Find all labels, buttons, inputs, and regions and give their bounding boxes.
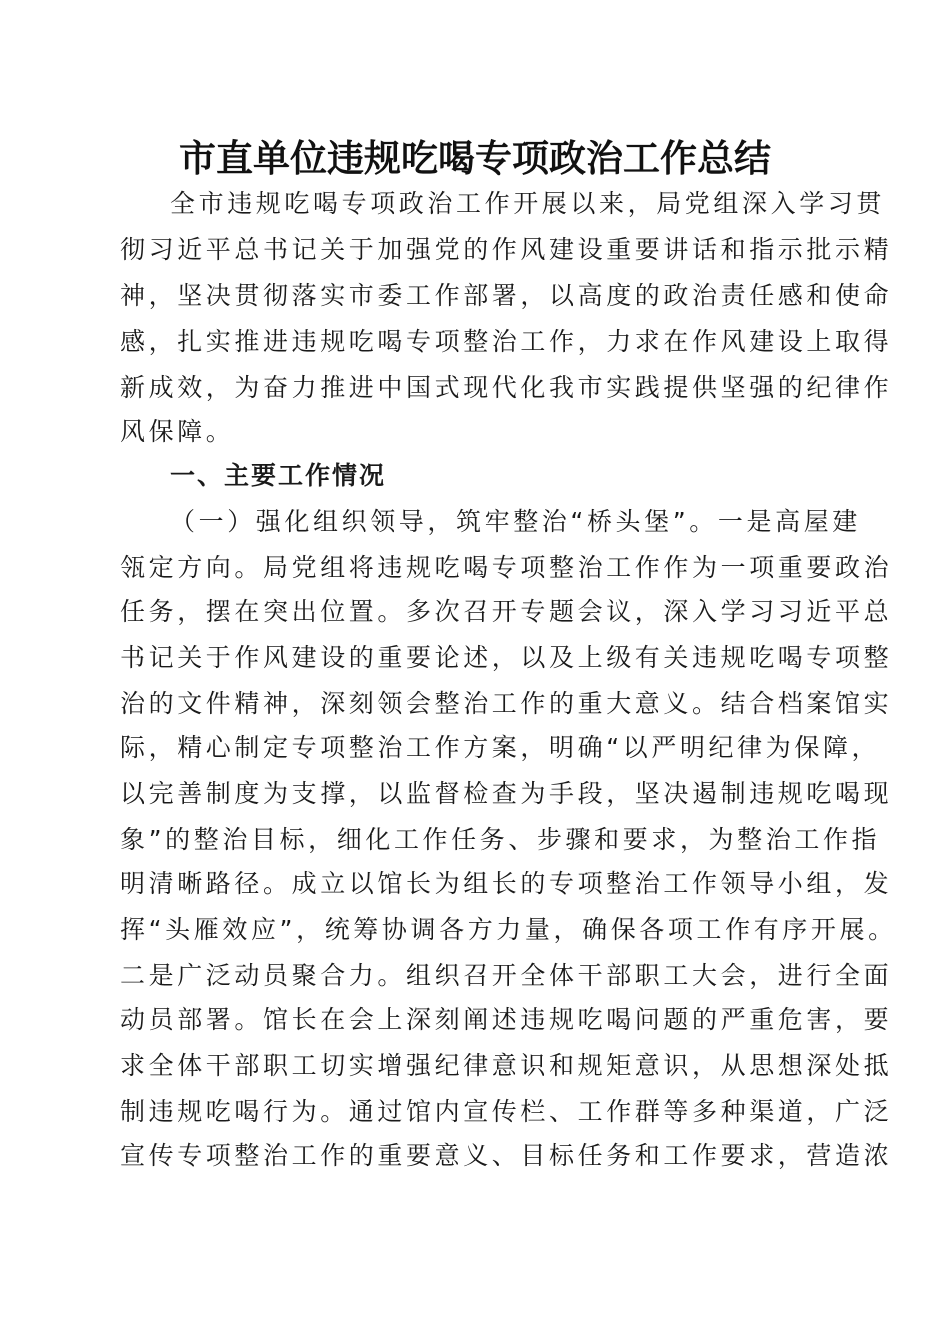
paragraph-line: 任务，摆在突出位置。多次召开专题会议，深入学习习近平总 [120, 597, 893, 626]
paragraph-line: 风保障。 [120, 417, 235, 446]
paragraph-line: 际，精心制定专项整治工作方案，明确“以严明纪律为保障， [120, 733, 881, 762]
paragraph-line: 求全体干部职工切实增强纪律意识和规矩意识，从思想深处抵 [120, 1051, 893, 1080]
paragraph-line: 治的文件精神，深刻领会整治工作的重大意义。结合档案馆实 [120, 689, 893, 718]
section-heading: 一、主要工作情况 [170, 461, 387, 490]
paragraph-line: 二是广泛动员聚合力。组织召开全体干部职工大会，进行全面 [120, 961, 893, 990]
paragraph-line: 宣传专项整治工作的重要意义、目标任务和工作要求，营造浓 [120, 1141, 893, 1170]
paragraph-line: （一）强化组织领导，筑牢整治“桥头堡”。一是高屋建 [170, 507, 861, 536]
paragraph-line: 以完善制度为支撑，以监督检查为手段，坚决遏制违规吃喝现 [120, 779, 893, 808]
paragraph-line: 新成效，为奋力推进中国式现代化我市实践提供坚强的纪律作 [120, 373, 893, 402]
paragraph-line: 象”的整治目标，细化工作任务、步骤和要求，为整治工作指 [120, 825, 881, 854]
paragraph-line: 彻习近平总书记关于加强党的作风建设重要讲话和指示批示精 [120, 235, 893, 264]
paragraph-line: 神，坚决贯彻落实市委工作部署，以高度的政治责任感和使命 [120, 281, 893, 310]
paragraph-line: 感，扎实推进违规吃喝专项整治工作，力求在作风建设上取得 [120, 327, 893, 356]
paragraph-line: 明清晰路径。成立以馆长为组长的专项整治工作领导小组，发 [120, 869, 893, 898]
document-title: 市直单位违规吃喝专项政治工作总结 [179, 136, 771, 180]
paragraph-line: 动员部署。馆长在会上深刻阐述违规吃喝问题的严重危害，要 [120, 1005, 893, 1034]
paragraph-line: 制违规吃喝行为。通过馆内宣传栏、工作群等多种渠道，广泛 [120, 1097, 893, 1126]
paragraph-line: 书记关于作风建设的重要论述，以及上级有关违规吃喝专项整 [120, 643, 893, 672]
paragraph-line: 全市违规吃喝专项政治工作开展以来，局党组深入学习贯 [170, 189, 886, 218]
paragraph-line: 瓴定方向。局党组将违规吃喝专项整治工作作为一项重要政治 [120, 553, 893, 582]
paragraph-line: 挥“头雁效应”，统筹协调各方力量，确保各项工作有序开展。 [120, 915, 897, 944]
